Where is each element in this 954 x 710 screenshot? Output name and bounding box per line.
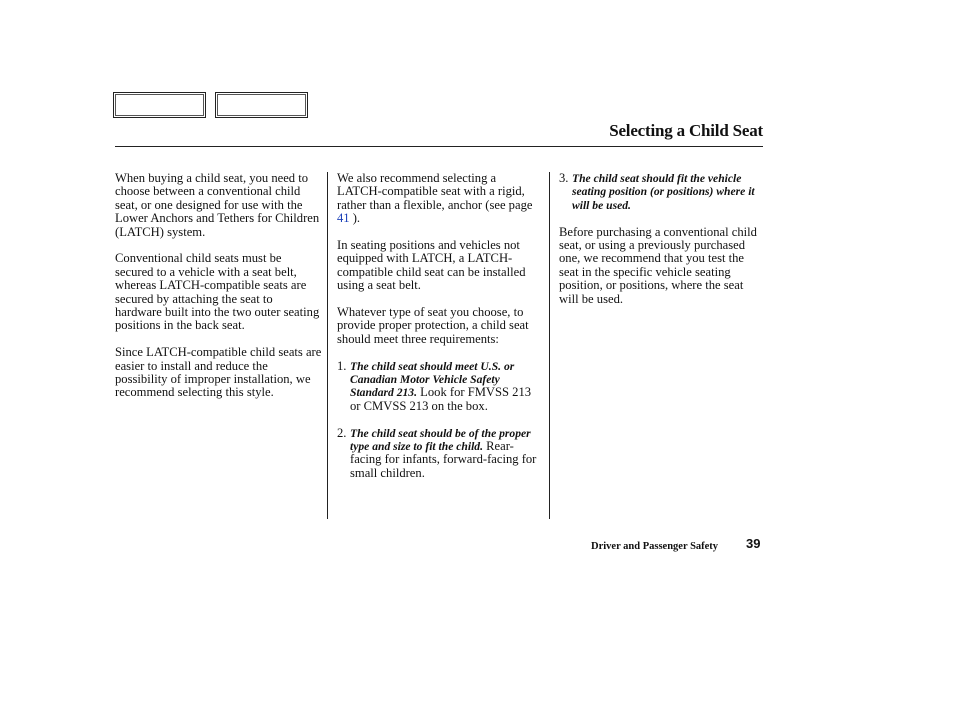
requirement-item — [559, 172, 763, 212]
column-divider — [327, 172, 328, 519]
item-number: 1. — [337, 358, 347, 373]
item-number: 3. — [559, 171, 569, 185]
item-emphasis: The child seat should fit the vehicle seating position (or positions) where it will be used. — [572, 172, 755, 212]
column-middle — [337, 172, 543, 494]
paragraph — [337, 172, 543, 226]
column-divider — [549, 172, 550, 519]
item-text — [350, 427, 543, 481]
column-left — [115, 172, 322, 413]
paragraph: Whatever type of seat you choose, to provide proper protection, a child seat should meet three requirements: — [337, 305, 529, 346]
requirement-item — [337, 427, 543, 481]
page-title: Selecting a Child Seat — [609, 121, 763, 140]
paragraph: Conventional child seats must be secured to a vehicle with a seat belt, whereas LATCH-compatible seats are secured by attaching the seat to hardware built into the two outer seating positions in the back seat. — [115, 251, 320, 333]
title-divider — [115, 146, 763, 147]
item-detail: Look for FMVSS 213 or CMVSS 213 on the box. — [350, 385, 532, 413]
page-link[interactable]: 41 — [337, 211, 350, 226]
column-right — [559, 172, 763, 319]
page-number: 39 — [746, 536, 761, 551]
paragraph: Before purchasing a conventional child seat, or using a previously purchased one, we recommend that you test the seat in the specific vehicle seating position, or positions, where the seat will be used. — [559, 224, 757, 306]
section-label: Driver and Passenger Safety — [591, 541, 719, 552]
paragraph: In seating positions and vehicles not equipped with LATCH, a LATCH-compatible child seat can be installed using a seat belt. — [337, 238, 526, 293]
item-emphasis: The child seat should be of the proper type and size to fit the child. — [350, 426, 531, 454]
requirement-item — [337, 360, 543, 414]
item-number: 2. — [337, 425, 347, 440]
paragraph: When buying a child seat, you need to choose between a conventional child seat, or one designed for use with the Lower Anchors and Tethers for Children (LATCH) system. — [115, 171, 320, 239]
paragraph: Since LATCH-compatible child seats are easier to install and reduce the possibility of improper installation, we recommend selecting this style. — [115, 345, 322, 400]
item-text — [350, 360, 543, 414]
item-emphasis: The child seat should meet U.S. or Canadian Motor Vehicle Safety Standard 213. — [350, 359, 515, 400]
paragraph-text: We also recommend selecting a LATCH-compatible seat with a rigid, rather than a flexible, anchor (see page — [337, 171, 533, 212]
nav-button-next[interactable] — [215, 92, 308, 118]
item-detail: Rear-facing for infants, forward-facing for small children. — [350, 439, 537, 480]
paragraph-text: ). — [349, 211, 361, 226]
nav-button-previous[interactable] — [113, 92, 206, 118]
